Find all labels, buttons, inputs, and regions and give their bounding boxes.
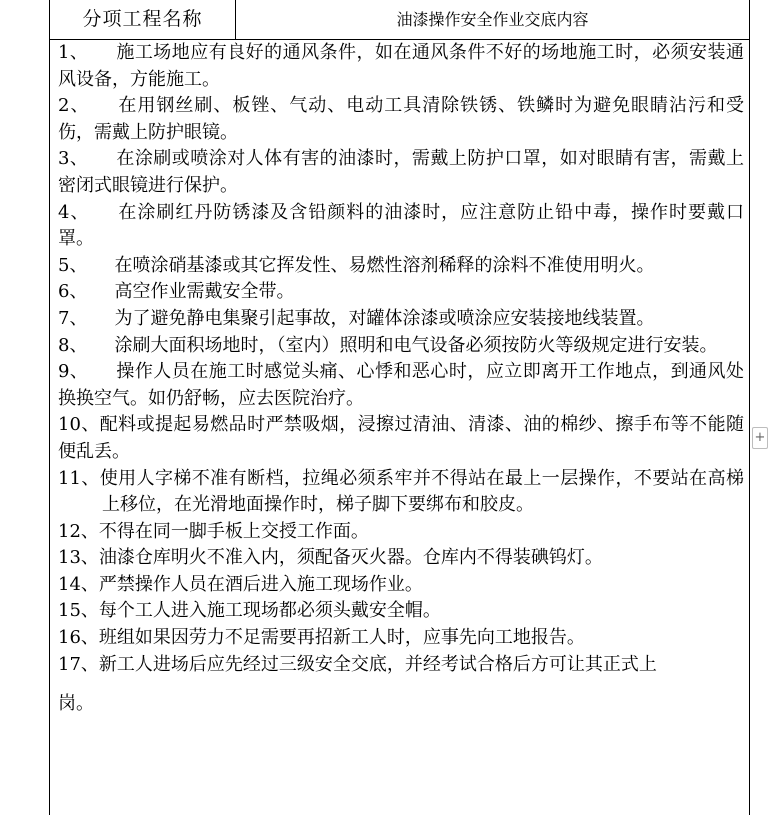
list-item-1: 1、 施工场地应有良好的通风条件，如在通风条件不好的场地施工时，必须安装通风设备，方能施工。: [58, 42, 744, 90]
list-item-15: 15、每个工人进入施工现场都必须头戴安全帽。: [58, 600, 441, 622]
list-item-3: 3、 在涂刷或喷涂对人体有害的油漆时，需戴上防护口罩，如对眼睛有害，需戴上密闭式眼镜进行保护。: [58, 148, 744, 196]
list-item-14: 14、严禁操作人员在酒后进入施工现场作业。: [58, 573, 423, 595]
list-item-13: 13、油漆仓库明火不准入内，须配备灭火器。仓库内不得装碘钨灯。: [58, 547, 603, 569]
project-name-label: 分项工程名称: [50, 0, 236, 39]
list-item-12: 12、不得在同一脚手板上交授工作面。: [58, 520, 369, 542]
list-item-17: 17、新工人进场后应先经过三级安全交底，并经考试合格后方可让其正式上: [58, 653, 657, 675]
header-row: [50, 0, 749, 40]
list-item-11: 11、使用人字梯不准有断档，拉绳必须系牢并不得站在最上一层操作，不要站在高梯上移位，在光滑地面操作时，梯子脚下要绑布和胶皮。: [58, 467, 744, 516]
list-item-7: 7、 为了避免静电集聚引起事故，对罐体涂漆或喷涂应安装接地线装置。: [58, 307, 655, 329]
list-item-17-continuation: 岗。: [58, 693, 94, 715]
list-item-16: 16、班组如果因劳力不足需要再招新工人时，应事先向工地报告。: [58, 627, 585, 649]
list-item-8: 8、 涂刷大面积场地时，（室内）照明和电气设备必须按防火等级规定进行安装。: [58, 334, 718, 356]
list-item-2: 2、 在用钢丝刷、板锉、气动、电动工具清除铁锈、铁鳞时为避免眼睛沾污和受伤，需戴上防护眼镜。: [58, 95, 744, 143]
list-item-5: 5、 在喷涂硝基漆或其它挥发性、易燃性溶剂稀释的涂料不准使用明火。: [58, 254, 655, 276]
list-item-9: 9、 操作人员在施工时感觉头痛、心悸和恶心时，应立即离开工作地点，到通风处换换空气。如仍舒畅，应去医院治疗。: [58, 361, 744, 409]
list-item-6: 6、 高空作业需戴安全带。: [58, 281, 295, 303]
content-list: [58, 40, 744, 718]
plus-icon[interactable]: +: [752, 427, 768, 449]
list-item-10: 10、配料或提起易燃品时严禁吸烟，浸擦过清油、清漆、油的棉纱、擦手布等不能随便乱丢。: [58, 414, 744, 462]
document-table: [49, 0, 750, 815]
project-name-value: 油漆操作安全作业交底内容: [396, 10, 589, 29]
list-item-4: 4、 在涂刷红丹防锈漆及含铅颜料的油漆时，应注意防止铅中毒，操作时要戴口罩。: [58, 201, 744, 250]
